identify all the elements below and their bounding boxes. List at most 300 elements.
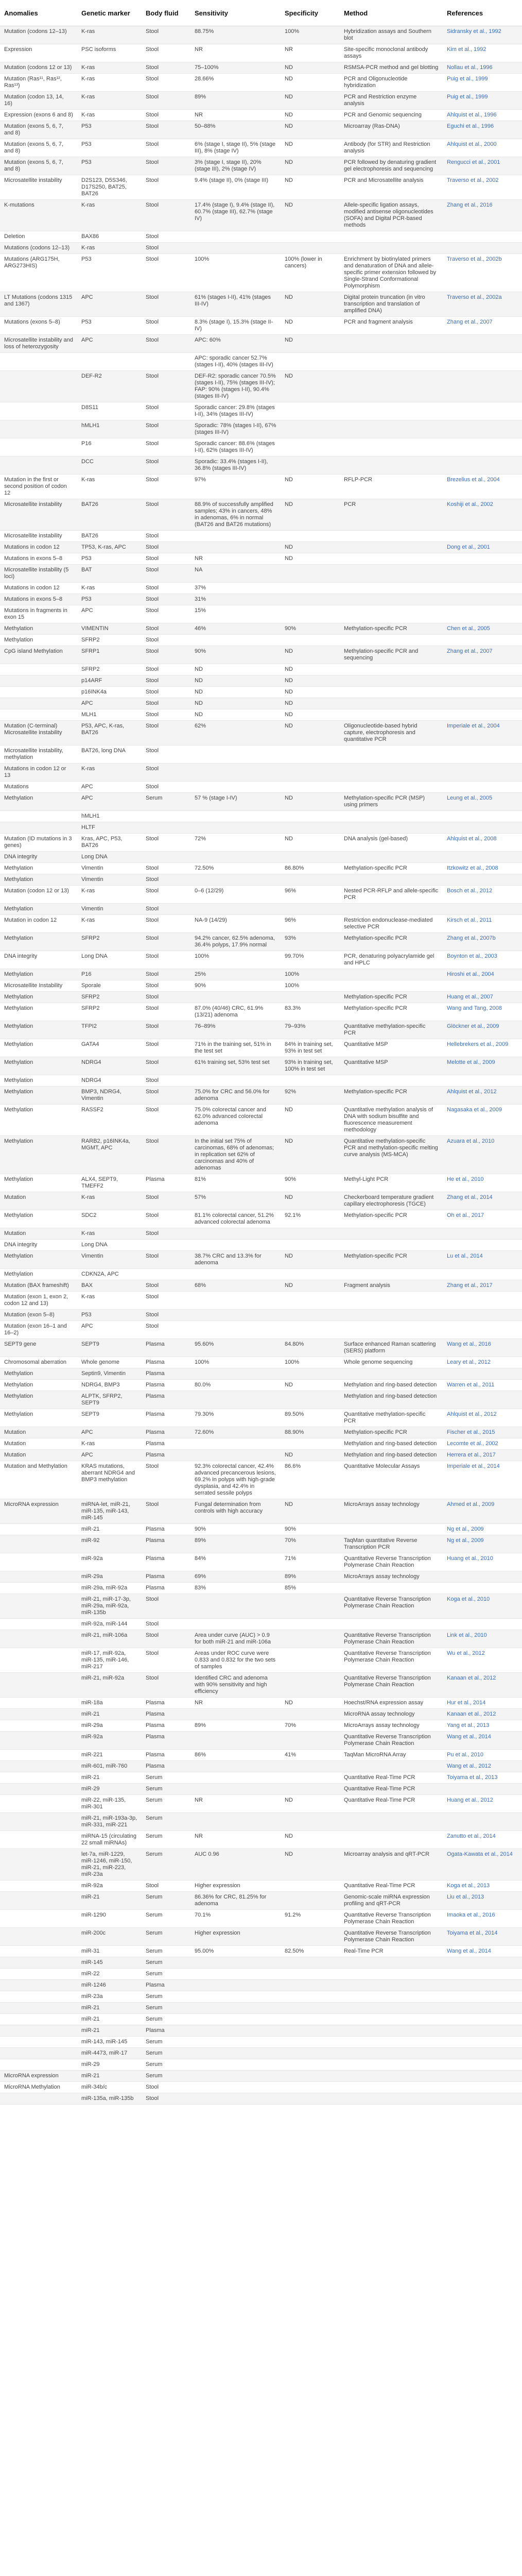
header-anomalies: Anomalies [0,0,77,26]
cell-specificity: ND [281,1136,340,1174]
cell-genetic-marker: DEF-R2 [77,371,142,402]
cell-reference: Zhang et al., 2007 [443,646,522,664]
cell-sensitivity: 87.0% (40/46) CRC, 61.9% (13/21) adenoma [190,1003,281,1021]
cell-genetic-marker: miR-21 [77,1892,142,1910]
table-row [0,371,522,402]
cell-anomaly [0,1831,77,1849]
cell-method [340,1228,443,1240]
cell-genetic-marker: p16INK4a [77,687,142,698]
cell-anomaly [0,1849,77,1880]
cell-body-fluid: Serum [142,2037,190,2048]
cell-anomaly: Mutations in exons 5–8 [0,553,77,565]
cell-sensitivity [190,822,281,834]
cell-method [340,969,443,980]
cell-genetic-marker: miR-31 [77,1946,142,1957]
cell-reference [443,2037,522,2048]
cell-method: Methylation-specific PCR (MSP) using primers [340,793,443,811]
table-row [0,474,522,499]
cell-method [340,745,443,764]
table-row [0,793,522,811]
cell-method: Digital protein truncation (in vitro transcription and translation of amplified DNA) [340,292,443,317]
cell-specificity: 100% (lower in cancers) [281,254,340,292]
cell-reference [443,2003,522,2014]
cell-specificity: 100% [281,980,340,992]
cell-anomaly [0,675,77,687]
cell-specificity: 96% [281,915,340,933]
cell-reference: Lu et al., 2014 [443,1251,522,1269]
cell-anomaly: Mutation [0,1450,77,1461]
cell-specificity: 100% [281,26,340,44]
cell-genetic-marker: miR-34b/c [77,2082,142,2093]
cell-anomaly: Methylation [0,1039,77,1057]
cell-reference [443,782,522,793]
cell-reference: Warren et al., 2011 [443,1380,522,1391]
cell-sensitivity [190,231,281,243]
table-row [0,1136,522,1174]
cell-sensitivity: NR [190,110,281,121]
cell-body-fluid: Stool [142,371,190,402]
cell-reference [443,2048,522,2059]
cell-reference: Imperiale et al., 2004 [443,721,522,745]
cell-method: TaqMan MicroRNA Array [340,1750,443,1761]
cell-specificity [281,353,340,371]
cell-sensitivity [190,1240,281,1251]
cell-genetic-marker: miR-92a, miR-144 [77,1619,142,1630]
cell-anomaly: Mutations (ARG175H, ARG273HIS) [0,254,77,292]
cell-sensitivity [190,1813,281,1831]
cell-sensitivity [190,852,281,863]
table-row [0,335,522,353]
cell-specificity [281,1269,340,1280]
cell-specificity: ND [281,1499,340,1524]
cell-genetic-marker: miR-200c [77,1928,142,1946]
cell-genetic-marker: K-ras [77,764,142,782]
cell-body-fluid: Stool [142,438,190,456]
cell-sensitivity: 88.75% [190,26,281,44]
cell-anomaly: Methylation [0,1057,77,1075]
table-row [0,110,522,121]
cell-sensitivity: DEF-R2: sporadic cancer 70.5% (stages I-II), 75% (stages III-IV); FAP: 90% (stages I-II), 90.4% (stages III-IV) [190,371,281,402]
cell-specificity: ND [281,74,340,92]
cell-specificity [281,1880,340,1892]
table-row [0,62,522,74]
cell-specificity [281,782,340,793]
cell-method: Methylation-specific PCR [340,1427,443,1438]
cell-body-fluid: Stool [142,782,190,793]
cell-body-fluid: Plasma [142,1380,190,1391]
cell-genetic-marker: p14ARF [77,675,142,687]
cell-sensitivity [190,1969,281,1980]
cell-anomaly: Mutations in codon 12 or 13 [0,764,77,782]
cell-genetic-marker: BAT [77,565,142,583]
cell-method [340,1969,443,1980]
cell-specificity: ND [281,542,340,553]
cell-genetic-marker: K-ras [77,200,142,231]
table-row [0,980,522,992]
cell-sensitivity [190,1957,281,1969]
cell-specificity: ND [281,1795,340,1813]
cell-anomaly: Mutation (codons 12–13) [0,26,77,44]
cell-sensitivity: 90% [190,980,281,992]
cell-reference: Kirsch et al., 2011 [443,915,522,933]
cell-specificity: 99.70% [281,951,340,969]
cell-reference: Kanaan et al., 2012 [443,1673,522,1698]
cell-method: PCR [340,499,443,531]
cell-genetic-marker: miR-143, miR-145 [77,2037,142,2048]
table-row [0,2093,522,2105]
cell-specificity: ND [281,1849,340,1880]
cell-genetic-marker: MLH1 [77,709,142,721]
cell-reference [443,1969,522,1980]
cell-anomaly [0,371,77,402]
cell-method: MicroRNA assay technology [340,1709,443,1720]
cell-anomaly: Mutations [0,782,77,793]
cell-genetic-marker: miR-22, miR-135, miR-301 [77,1795,142,1813]
cell-genetic-marker: KRAS mutations, aberrant NDRG4 and BMP3 methylation [77,1461,142,1499]
cell-method [340,1831,443,1849]
cell-method: DNA analysis (gel-based) [340,834,443,852]
cell-sensitivity [190,1732,281,1750]
cell-reference [443,456,522,474]
cell-specificity: ND [281,709,340,721]
cell-method: Methylation and ring-based detection [340,1380,443,1391]
cell-method [340,438,443,456]
cell-specificity [281,402,340,420]
cell-method [340,420,443,438]
cell-reference [443,664,522,675]
cell-reference: Wang et al., 2012 [443,1761,522,1772]
cell-anomaly: Methylation [0,933,77,951]
cell-method: Quantitative MSP [340,1057,443,1075]
cell-body-fluid: Serum [142,1910,190,1928]
table-row [0,1450,522,1461]
cell-genetic-marker: miR-92a [77,1732,142,1750]
cell-anomaly [0,664,77,675]
table-row [0,834,522,852]
cell-genetic-marker: TP53, K-ras, APC [77,542,142,553]
cell-specificity [281,594,340,605]
cell-specificity: ND [281,1698,340,1709]
cell-body-fluid: Plasma [142,1980,190,1991]
cell-sensitivity: NR [190,1698,281,1709]
cell-sensitivity: 61% (stages I-II), 41% (stages III-IV) [190,292,281,317]
table-row [0,1357,522,1368]
cell-reference: Koshiji et al., 2002 [443,499,522,531]
cell-method: MicroArrays assay technology [340,1499,443,1524]
table-row [0,709,522,721]
cell-anomaly: Microsatellite instability [0,175,77,200]
cell-anomaly: Methylation [0,1391,77,1409]
cell-body-fluid: Stool [142,175,190,200]
cell-anomaly: Microsatellite instability [0,499,77,531]
cell-specificity [281,583,340,594]
table-row [0,1192,522,1210]
cell-anomaly [0,2059,77,2071]
cell-sensitivity [190,1980,281,1991]
cell-sensitivity [190,745,281,764]
cell-body-fluid: Plasma [142,1709,190,1720]
cell-body-fluid: Serum [142,793,190,811]
cell-specificity: ND [281,553,340,565]
cell-sensitivity [190,1761,281,1772]
cell-anomaly: Mutation (exon 5–8) [0,1310,77,1321]
cell-sensitivity: Sporadic: 33.4% (stages I-II), 36.8% (stages III-IV) [190,456,281,474]
cell-body-fluid [142,1240,190,1251]
cell-method [340,531,443,542]
cell-sensitivity [190,2014,281,2025]
cell-specificity [281,1980,340,1991]
table-row [0,44,522,62]
table-row [0,782,522,793]
cell-specificity: ND [281,698,340,709]
cell-reference [443,1292,522,1310]
cell-specificity [281,2037,340,2048]
cell-body-fluid: Stool [142,243,190,254]
cell-specificity: 96% [281,886,340,904]
cell-anomaly: Methylation [0,635,77,646]
cell-genetic-marker: miR-21 [77,2003,142,2014]
cell-body-fluid: Plasma [142,1409,190,1427]
cell-body-fluid: Stool [142,904,190,915]
table-row [0,951,522,969]
cell-sensitivity [190,1450,281,1461]
cell-body-fluid [142,811,190,822]
cell-sensitivity: 31% [190,594,281,605]
cell-body-fluid: Plasma [142,1339,190,1357]
cell-reference: Imaoka et al., 2016 [443,1910,522,1928]
cell-sensitivity: 50–88% [190,121,281,139]
cell-body-fluid: Stool [142,110,190,121]
cell-method [340,1321,443,1339]
cell-anomaly: K-mutations [0,200,77,231]
table-row [0,26,522,44]
cell-method [340,2037,443,2048]
cell-body-fluid: Stool [142,646,190,664]
table-row [0,1339,522,1357]
cell-method [340,605,443,623]
cell-method [340,635,443,646]
cell-method: Quantitative Real-Time PCR [340,1772,443,1784]
table-row [0,1969,522,1980]
cell-method: Restriction endonuclease-mediated selective PCR [340,915,443,933]
cell-specificity: 86.80% [281,863,340,874]
cell-anomaly: Methylation [0,969,77,980]
cell-reference [443,822,522,834]
cell-reference: Puig et al., 1999 [443,92,522,110]
cell-reference: Toiyama et al., 2013 [443,1772,522,1784]
cell-sensitivity: 88.9% of successfully amplified samples; 43% in cancers, 48% in adenomas, 6% in normal (BAT26 and BAT26 mutations) [190,499,281,531]
cell-body-fluid: Stool [142,1251,190,1269]
cell-reference [443,1228,522,1240]
cell-method: Quantitative methylation analysis of DNA with sodium bisulfite and fluorescence measurement methodology [340,1105,443,1136]
cell-method: Quantitative Reverse Transcription Polymerase Chain Reaction [340,1630,443,1648]
cell-anomaly: Methylation [0,1105,77,1136]
cell-method: Methylation-specific PCR [340,623,443,635]
cell-method: Quantitative Reverse Transcription Polymerase Chain Reaction [340,1673,443,1698]
cell-sensitivity: Areas under ROC curve were 0.833 and 0.832 for the two sets of samples [190,1648,281,1673]
cell-method [340,764,443,782]
cell-method: Quantitative Real-Time PCR [340,1795,443,1813]
table-row [0,1910,522,1928]
cell-specificity: ND [281,335,340,353]
cell-sensitivity: APC: sporadic cancer 52.7% (stages I-II), 40% (stages III-IV) [190,353,281,371]
cell-reference [443,764,522,782]
cell-reference [443,1813,522,1831]
cell-specificity: ND [281,175,340,200]
cell-body-fluid: Stool [142,1192,190,1210]
table-row [0,1772,522,1784]
cell-genetic-marker: SFRP2 [77,1003,142,1021]
cell-anomaly [0,2014,77,2025]
cell-genetic-marker: miR-29a, miR-92a [77,1583,142,1594]
cell-body-fluid: Serum [142,1772,190,1784]
cell-genetic-marker: SDC2 [77,1210,142,1228]
cell-anomaly: Methylation [0,1210,77,1228]
table-row [0,1980,522,1991]
cell-genetic-marker: K-ras [77,915,142,933]
cell-specificity: 70% [281,1720,340,1732]
cell-genetic-marker: miR-21 [77,2071,142,2082]
table-row [0,646,522,664]
cell-method [340,1991,443,2003]
table-row [0,721,522,745]
cell-reference: Ahlquist et al., 2012 [443,1409,522,1427]
cell-sensitivity: 75.0% for CRC and 56.0% for adenoma [190,1087,281,1105]
table-row [0,687,522,698]
cell-anomaly [0,353,77,371]
cell-anomaly [0,1732,77,1750]
cell-body-fluid: Serum [142,1991,190,2003]
cell-genetic-marker: CDKN2A, APC [77,1269,142,1280]
cell-body-fluid: Stool [142,531,190,542]
table-row [0,583,522,594]
cell-anomaly: SEPT9 gene [0,1339,77,1357]
cell-anomaly: MicroRNA Methylation [0,2082,77,2093]
cell-anomaly: Mutation (exon 16–1 and 16–2) [0,1321,77,1339]
cell-sensitivity [190,874,281,886]
cell-specificity: 93% [281,933,340,951]
cell-reference [443,371,522,402]
cell-body-fluid: Stool [142,1630,190,1648]
cell-specificity [281,438,340,456]
cell-reference [443,1075,522,1087]
cell-genetic-marker: Septin9, Vimentin [77,1368,142,1380]
table-row [0,1524,522,1535]
cell-genetic-marker: GATA4 [77,1039,142,1057]
table-row [0,1461,522,1499]
cell-specificity: 90% [281,623,340,635]
table-row [0,605,522,623]
cell-anomaly: Mutation (codons 12 or 13) [0,62,77,74]
table-row [0,1673,522,1698]
cell-specificity [281,1310,340,1321]
cell-method: Real-Time PCR [340,1946,443,1957]
cell-body-fluid: Stool [142,1057,190,1075]
cell-body-fluid: Stool [142,499,190,531]
cell-sensitivity: 100% [190,1357,281,1368]
cell-anomaly: Methylation [0,1075,77,1087]
cell-anomaly: Expression (exons 6 and 8) [0,110,77,121]
cell-method: Hybridization assays and Southern blot [340,26,443,44]
cell-specificity [281,2025,340,2037]
cell-sensitivity: NR [190,1831,281,1849]
table-row [0,852,522,863]
cell-genetic-marker: K-ras [77,1192,142,1210]
table-row [0,1210,522,1228]
cell-specificity: 70% [281,1535,340,1553]
cell-reference [443,698,522,709]
cell-anomaly [0,1969,77,1980]
cell-method: Methylation and ring-based detection [340,1438,443,1450]
cell-method [340,782,443,793]
table-row [0,1240,522,1251]
cell-body-fluid [142,852,190,863]
cell-body-fluid: Stool [142,474,190,499]
cell-anomaly [0,811,77,822]
cell-genetic-marker: miR-21 [77,2014,142,2025]
cell-genetic-marker: K-ras [77,886,142,904]
cell-sensitivity: 97% [190,474,281,499]
cell-anomaly [0,1709,77,1720]
cell-anomaly [0,1880,77,1892]
cell-specificity: 85% [281,1583,340,1594]
cell-sensitivity: 68% [190,1280,281,1292]
cell-reference: Kanaan et al., 2012 [443,1709,522,1720]
cell-anomaly: Microsatellite instability, methylation [0,745,77,764]
cell-sensitivity: NR [190,1795,281,1813]
table-row [0,1380,522,1391]
cell-anomaly: Methylation [0,1136,77,1174]
cell-anomaly [0,1946,77,1957]
cell-anomaly: Mutations in codon 12 [0,583,77,594]
cell-sensitivity [190,782,281,793]
cell-reference: Wang and Tang, 2008 [443,1003,522,1021]
cell-reference [443,531,522,542]
cell-body-fluid: Serum [142,2071,190,2082]
cell-anomaly: Methylation [0,863,77,874]
table-row [0,1105,522,1136]
cell-body-fluid: Stool [142,951,190,969]
cell-specificity: ND [281,499,340,531]
cell-method: Quantitative Reverse Transcription Polymerase Chain Reaction [340,1732,443,1750]
cell-method [340,456,443,474]
cell-sensitivity: 37% [190,583,281,594]
cell-specificity: 92.1% [281,1210,340,1228]
cell-body-fluid: Stool [142,456,190,474]
cell-method: Whole genome sequencing [340,1357,443,1368]
cell-anomaly: Mutations in codon 12 [0,542,77,553]
cell-specificity: ND [281,675,340,687]
cell-specificity [281,1928,340,1946]
cell-body-fluid: Stool [142,1003,190,1021]
cell-specificity: 93% in training set, 100% in test set [281,1057,340,1075]
cell-anomaly: Microsatellite instability and loss of heterozygosity [0,335,77,353]
cell-method [340,2082,443,2093]
table-row [0,886,522,904]
cell-reference: Leung et al., 2005 [443,793,522,811]
cell-method [340,2059,443,2071]
cell-anomaly: Methylation [0,1380,77,1391]
cell-genetic-marker: BAT26 [77,531,142,542]
cell-method [340,2048,443,2059]
cell-genetic-marker: hMLH1 [77,420,142,438]
cell-method: Quantitative MSP [340,1039,443,1057]
cell-sensitivity: 72% [190,834,281,852]
table-row [0,1813,522,1831]
cell-specificity [281,2003,340,2014]
cell-method: Microarray analysis and qRT-PCR [340,1849,443,1880]
cell-body-fluid: Stool [142,1648,190,1673]
